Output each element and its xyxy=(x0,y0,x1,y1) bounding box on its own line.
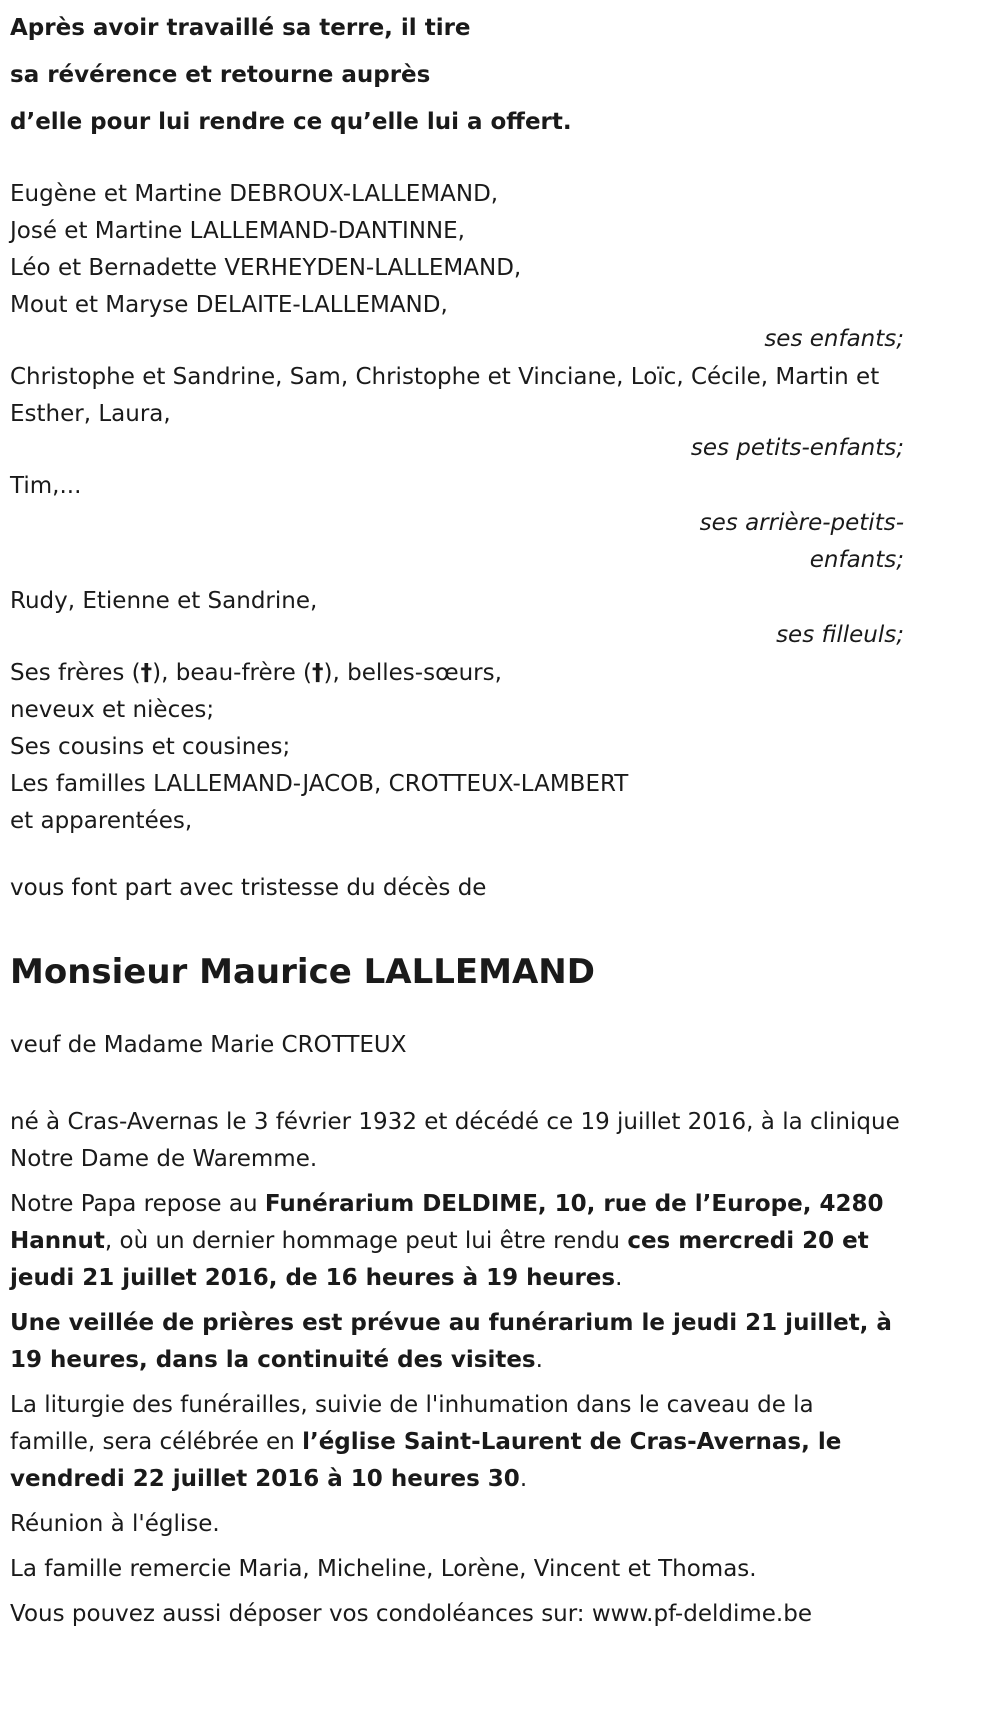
relation-godchildren: ses filleuls; xyxy=(776,622,904,648)
birth-death-paragraph: né à Cras-Avernas le 3 février 1932 et décédé ce 19 juillet 2016, à la clinique Notre Dame de Waremme. xyxy=(10,1109,900,1172)
liturgy-text-1: La liturgie des funérailles, suivie de l'inhumation dans le caveau de la famille, sera célébrée en xyxy=(10,1392,814,1455)
cross-icon: † xyxy=(140,660,153,686)
godchildren-block xyxy=(10,583,904,651)
announcement-text: vous font part avec tristesse du décès de xyxy=(10,875,487,901)
child-name: José et Martine LALLEMAND-DANTINNE, xyxy=(10,218,465,244)
epitaph-quote xyxy=(10,0,904,146)
child-name: Eugène et Martine DEBROUX-LALLEMAND, xyxy=(10,181,499,207)
quote-line-2: sa révérence et retourne auprès xyxy=(10,62,431,88)
quote-line-3: d’elle pour lui rendre ce qu’elle lui a offert. xyxy=(10,109,572,135)
relation-children: ses enfants; xyxy=(764,326,904,352)
extended-family-block xyxy=(10,655,904,840)
quote-line-1: Après avoir travaillé sa terre, il tire xyxy=(10,15,471,41)
child-name: Mout et Maryse DELAITE-LALLEMAND, xyxy=(10,292,448,318)
siblings-text-b: ), beau-frère ( xyxy=(152,660,313,686)
repose-text-3: . xyxy=(615,1265,623,1291)
widower-of: veuf de Madame Marie CROTTEUX xyxy=(10,1032,407,1058)
siblings-line xyxy=(10,655,904,692)
siblings-text-c: ), belles-sœurs, xyxy=(323,660,502,686)
great-grandchildren-names: Tim,... xyxy=(10,473,82,499)
thanks-paragraph: La famille remercie Maria, Micheline, Lorène, Vincent et Thomas. xyxy=(10,1556,757,1582)
nephews-line: neveux et nièces; xyxy=(10,697,215,723)
siblings-text-a: Ses frères ( xyxy=(10,660,141,686)
repose-paragraph xyxy=(10,1186,904,1297)
child-name: Léo et Bernadette VERHEYDEN-LALLEMAND, xyxy=(10,255,522,281)
related-line: et apparentées, xyxy=(10,808,193,834)
liturgy-text-2: . xyxy=(519,1466,528,1492)
deceased-name: Monsieur Maurice LALLEMAND xyxy=(10,952,595,992)
meeting-paragraph: Réunion à l'église. xyxy=(10,1511,220,1537)
vigil-paragraph xyxy=(10,1305,904,1379)
great-grandchildren-block xyxy=(10,468,904,579)
repose-text-1: Notre Papa repose au xyxy=(10,1191,265,1217)
vigil-end: . xyxy=(535,1347,543,1373)
repose-text-2: , où un dernier hommage peut lui être rendu xyxy=(104,1228,628,1254)
cross-icon: † xyxy=(312,660,324,686)
liturgy-location: l’église Saint-Laurent de Cras-Avernas, le vendredi 22 juillet 2016 à 10 heures 30 xyxy=(10,1429,842,1492)
godchildren-names: Rudy, Etienne et Sandrine, xyxy=(10,588,318,614)
condolences-paragraph: Vous pouvez aussi déposer vos condoléances sur: www.pf-deldime.be xyxy=(10,1601,812,1627)
grandchildren-block xyxy=(10,359,904,464)
families-line: Les familles LALLEMAND-JACOB, CROTTEUX-LAMBERT xyxy=(10,771,629,797)
relation-grandchildren: ses petits-enfants; xyxy=(690,435,904,461)
grandchildren-names: Christophe et Sandrine, Sam, Christophe et Vinciane, Loïc, Cécile, Martin et Esther, Laura, xyxy=(10,364,880,427)
repose-location: Funérarium DELDIME, 10, rue de l’Europe, 4280 Hannut xyxy=(10,1191,884,1254)
relation-great-grandchildren: ses arrière-petits-enfants; xyxy=(699,510,904,573)
liturgy-paragraph xyxy=(10,1387,904,1498)
children-block xyxy=(10,176,904,355)
cousins-line: Ses cousins et cousines; xyxy=(10,734,291,760)
vigil-details: Une veillée de prières est prévue au funérarium le jeudi 21 juillet, à 19 heures, dans la continuité des visites xyxy=(10,1310,892,1373)
repose-dates: ces mercredi 20 et jeudi 21 juillet 2016, de 16 heures à 19 heures xyxy=(10,1228,869,1291)
